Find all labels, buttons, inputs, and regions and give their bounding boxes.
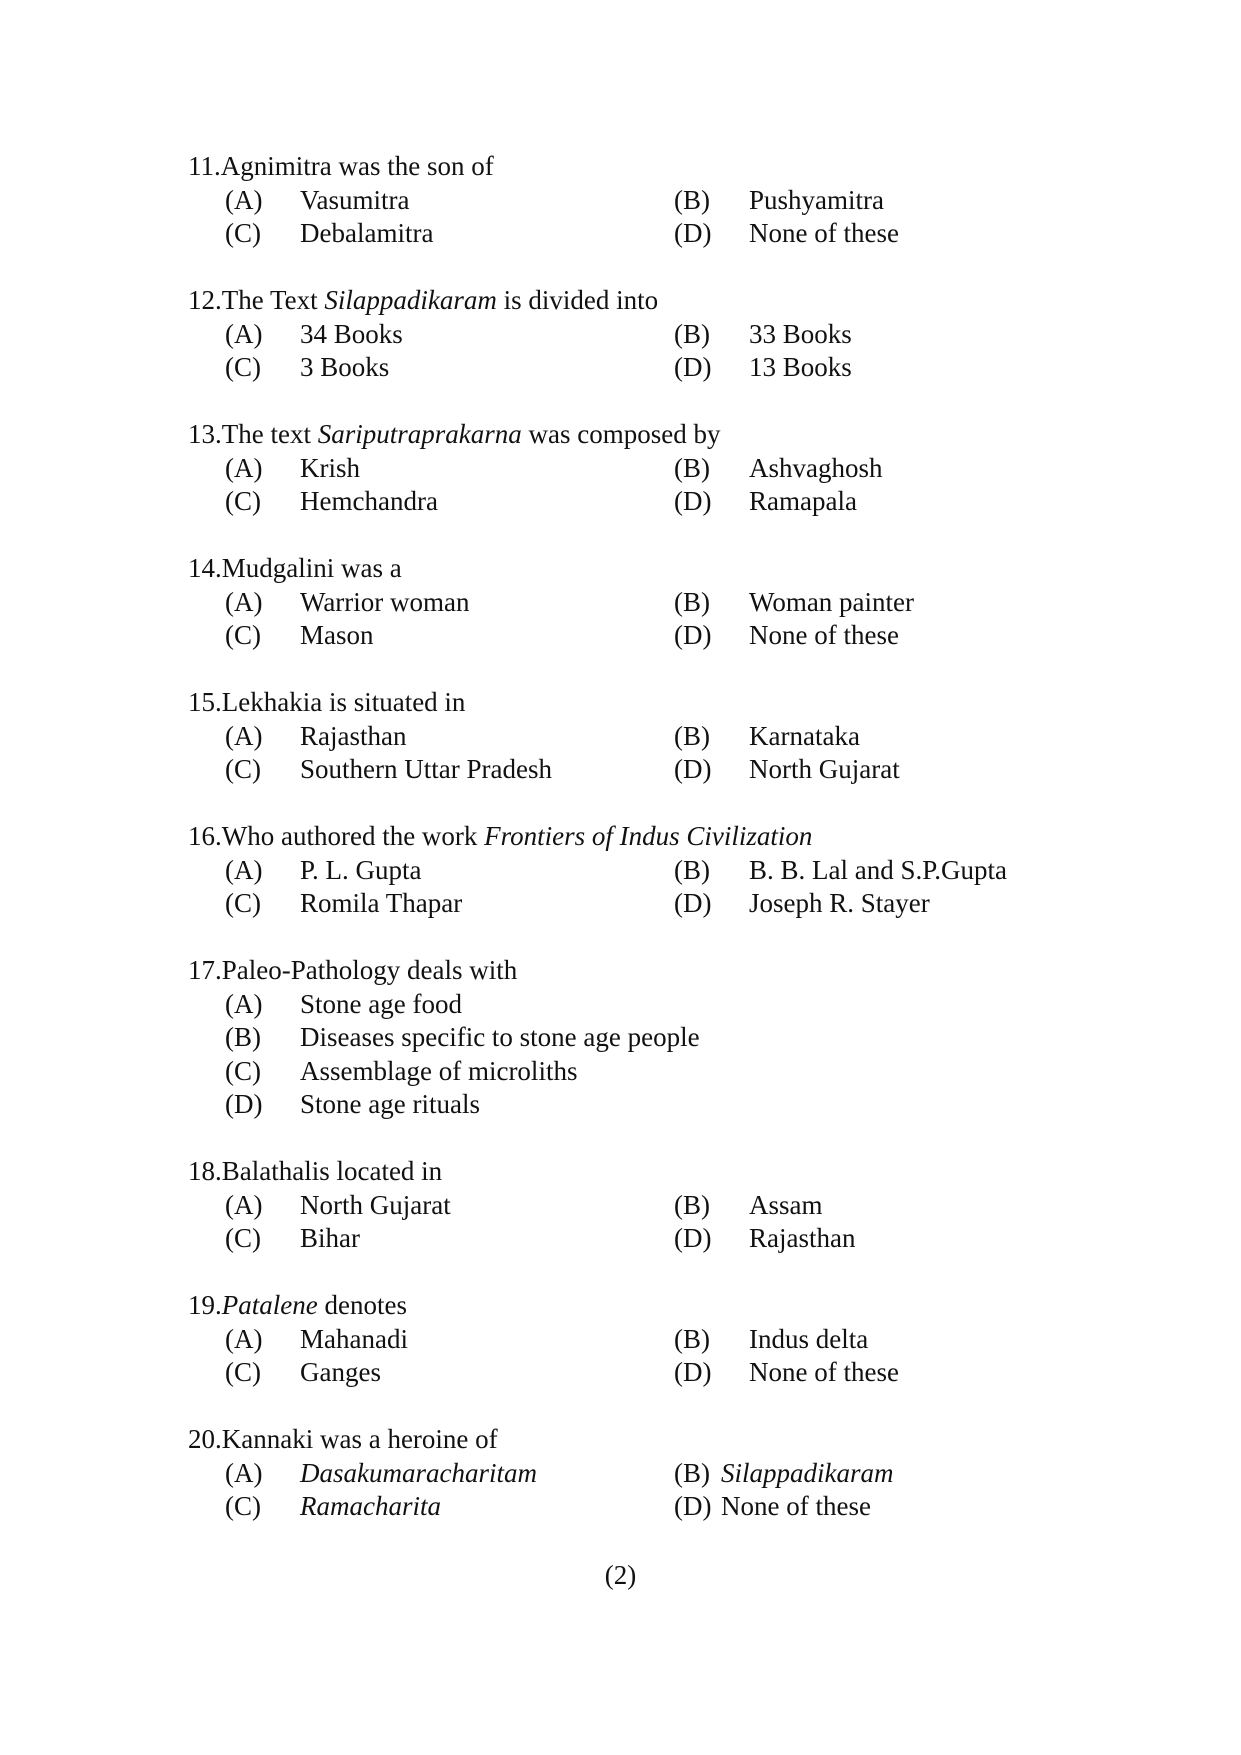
question-list bbox=[188, 150, 1088, 1557]
option-row bbox=[188, 1189, 1088, 1223]
option-text: None of these bbox=[749, 1357, 899, 1387]
question-number: 17. bbox=[188, 955, 222, 985]
option-label: (D) bbox=[674, 1223, 712, 1253]
option-text: Krish bbox=[300, 452, 360, 483]
question-stem bbox=[188, 1289, 1088, 1323]
option-label: (A) bbox=[225, 1323, 263, 1354]
option-label: (C) bbox=[225, 888, 261, 918]
option-text: Rajasthan bbox=[749, 1223, 856, 1253]
option-row bbox=[188, 318, 1088, 352]
option-text: Bihar bbox=[300, 1223, 360, 1253]
question-block bbox=[188, 284, 1088, 385]
option-text: Vasumitra bbox=[300, 184, 410, 215]
question-block bbox=[188, 686, 1088, 787]
question-block bbox=[188, 150, 1088, 251]
option-row bbox=[188, 485, 1088, 519]
option-text: Dasakumaracharitam bbox=[300, 1457, 537, 1488]
option-text: Assam bbox=[749, 1189, 823, 1220]
question-text: Paleo-Pathology deals with bbox=[221, 955, 518, 985]
question-text: Patalene bbox=[221, 1290, 318, 1320]
question-number: 18. bbox=[188, 1156, 222, 1186]
question-block bbox=[188, 1423, 1088, 1524]
option-label: (B) bbox=[225, 1022, 261, 1052]
option-label: (A) bbox=[225, 720, 263, 751]
question-stem bbox=[188, 418, 1088, 452]
question-block bbox=[188, 954, 1088, 1122]
option-row bbox=[188, 1457, 1088, 1491]
option-text: 33 Books bbox=[749, 318, 852, 349]
option-label: (A) bbox=[225, 988, 263, 1019]
question-number: 13. bbox=[188, 419, 222, 449]
option-label: (B) bbox=[674, 720, 710, 751]
question-number: 19. bbox=[188, 1290, 222, 1320]
option-text: Hemchandra bbox=[300, 486, 438, 516]
option-label: (A) bbox=[225, 184, 263, 215]
question-stem bbox=[188, 1155, 1088, 1189]
question-text: Sariputraprakarna bbox=[317, 419, 522, 449]
option-label: (C) bbox=[225, 754, 261, 784]
option-label: (D) bbox=[674, 352, 712, 382]
option-row bbox=[188, 753, 1088, 787]
option-row bbox=[188, 184, 1088, 218]
option-label: (A) bbox=[225, 1189, 263, 1220]
question-text: Silappadikaram bbox=[324, 285, 497, 315]
option-text: Mahanadi bbox=[300, 1323, 408, 1354]
question-text: Mudgalini was a bbox=[221, 553, 402, 583]
option-label: (A) bbox=[225, 1457, 263, 1488]
option-text: Joseph R. Stayer bbox=[749, 888, 930, 918]
option-text: Ashvaghosh bbox=[749, 452, 883, 483]
option-label: (B) bbox=[674, 452, 710, 483]
question-text: is divided into bbox=[496, 285, 659, 315]
option-text: Ramacharita bbox=[300, 1491, 441, 1521]
question-number: 12. bbox=[188, 285, 222, 315]
option-text: Silappadikaram bbox=[721, 1457, 894, 1488]
option-label: (C) bbox=[225, 218, 261, 248]
option-text: Pushyamitra bbox=[749, 184, 884, 215]
option-text: 34 Books bbox=[300, 318, 403, 349]
option-label: (B) bbox=[674, 184, 710, 215]
question-text: Balathalis located in bbox=[221, 1156, 443, 1186]
question-text: Frontiers of Indus Civilization bbox=[484, 821, 813, 851]
option-text: Stone age food bbox=[300, 988, 462, 1019]
question-text: Who authored the work bbox=[221, 821, 485, 851]
option-row bbox=[188, 988, 1088, 1022]
option-text: None of these bbox=[749, 218, 899, 248]
option-row bbox=[188, 452, 1088, 486]
question-stem bbox=[188, 552, 1088, 586]
question-stem bbox=[188, 284, 1088, 318]
question-text: Kannaki was a heroine of bbox=[221, 1424, 498, 1454]
option-label: (C) bbox=[225, 1223, 261, 1253]
option-text: Indus delta bbox=[749, 1323, 869, 1354]
option-row bbox=[188, 1490, 1088, 1524]
question-text: was composed by bbox=[521, 419, 721, 449]
page-number: (2) bbox=[604, 1560, 637, 1590]
option-label: (B) bbox=[674, 854, 710, 885]
option-text: Assemblage of microliths bbox=[300, 1055, 578, 1086]
option-text: North Gujarat bbox=[749, 754, 900, 784]
question-text: The text bbox=[221, 419, 318, 449]
question-text: Lekhakia is situated in bbox=[221, 687, 466, 717]
option-text: Southern Uttar Pradesh bbox=[300, 754, 552, 784]
option-label: (B) bbox=[674, 318, 710, 349]
option-row bbox=[188, 217, 1088, 251]
question-stem bbox=[188, 820, 1088, 854]
question-number: 11. bbox=[188, 151, 221, 181]
question-block bbox=[188, 1155, 1088, 1256]
option-label: (A) bbox=[225, 452, 263, 483]
option-row bbox=[188, 1021, 1088, 1055]
option-text: Romila Thapar bbox=[300, 888, 463, 918]
option-text: Warrior woman bbox=[300, 586, 470, 617]
option-row bbox=[188, 854, 1088, 888]
option-row bbox=[188, 619, 1088, 653]
question-stem bbox=[188, 686, 1088, 720]
option-label: (D) bbox=[225, 1089, 263, 1119]
option-label: (B) bbox=[674, 1189, 710, 1220]
option-label: (A) bbox=[225, 586, 263, 617]
option-label: (D) bbox=[674, 620, 712, 650]
option-row bbox=[188, 1323, 1088, 1357]
option-label: (C) bbox=[225, 352, 261, 382]
option-label: (C) bbox=[225, 1055, 261, 1086]
option-label: (A) bbox=[225, 854, 263, 885]
option-label: (B) bbox=[674, 1323, 710, 1354]
option-row bbox=[188, 1356, 1088, 1390]
option-row bbox=[188, 1222, 1088, 1256]
option-label: (D) bbox=[674, 1491, 712, 1521]
option-label: (C) bbox=[225, 486, 261, 516]
option-text: 13 Books bbox=[749, 352, 852, 382]
option-row bbox=[188, 351, 1088, 385]
question-stem bbox=[188, 1423, 1088, 1457]
option-text: Diseases specific to stone age people bbox=[300, 1022, 700, 1052]
option-text: None of these bbox=[721, 1491, 871, 1521]
option-label: (D) bbox=[674, 888, 712, 918]
option-text: Woman painter bbox=[749, 586, 915, 617]
question-text: The Text bbox=[221, 285, 325, 315]
option-text: 3 Books bbox=[300, 352, 390, 382]
option-label: (D) bbox=[674, 754, 712, 784]
option-text: Karnataka bbox=[749, 720, 860, 751]
option-text: North Gujarat bbox=[300, 1189, 451, 1220]
question-number: 16. bbox=[188, 821, 222, 851]
question-block bbox=[188, 820, 1088, 921]
option-label: (B) bbox=[674, 586, 710, 617]
option-label: (C) bbox=[225, 620, 261, 650]
option-row bbox=[188, 586, 1088, 620]
option-label: (D) bbox=[674, 486, 712, 516]
option-label: (A) bbox=[225, 318, 263, 349]
option-row bbox=[188, 1055, 1088, 1089]
option-text: Debalamitra bbox=[300, 218, 434, 248]
option-label: (B) bbox=[674, 1457, 710, 1488]
option-text: Mason bbox=[300, 620, 374, 650]
option-text: Ganges bbox=[300, 1357, 381, 1387]
question-stem bbox=[188, 954, 1088, 988]
option-row bbox=[188, 887, 1088, 921]
question-number: 20. bbox=[188, 1424, 222, 1454]
question-number: 15. bbox=[188, 687, 222, 717]
question-stem bbox=[188, 150, 1088, 184]
option-text: P. L. Gupta bbox=[300, 854, 422, 885]
option-text: Rajasthan bbox=[300, 720, 407, 751]
option-label: (C) bbox=[225, 1357, 261, 1387]
option-row bbox=[188, 720, 1088, 754]
question-block bbox=[188, 418, 1088, 519]
option-text: Stone age rituals bbox=[300, 1089, 480, 1119]
option-row bbox=[188, 1088, 1088, 1122]
option-text: None of these bbox=[749, 620, 899, 650]
question-number: 14. bbox=[188, 553, 222, 583]
question-block bbox=[188, 552, 1088, 653]
option-label: (C) bbox=[225, 1491, 261, 1521]
option-text: B. B. Lal and S.P.Gupta bbox=[749, 854, 1008, 885]
question-text: denotes bbox=[317, 1290, 407, 1320]
option-text: Ramapala bbox=[749, 486, 857, 516]
question-text: Agnimitra was the son of bbox=[220, 151, 494, 181]
option-label: (D) bbox=[674, 218, 712, 248]
question-block bbox=[188, 1289, 1088, 1390]
option-label: (D) bbox=[674, 1357, 712, 1387]
